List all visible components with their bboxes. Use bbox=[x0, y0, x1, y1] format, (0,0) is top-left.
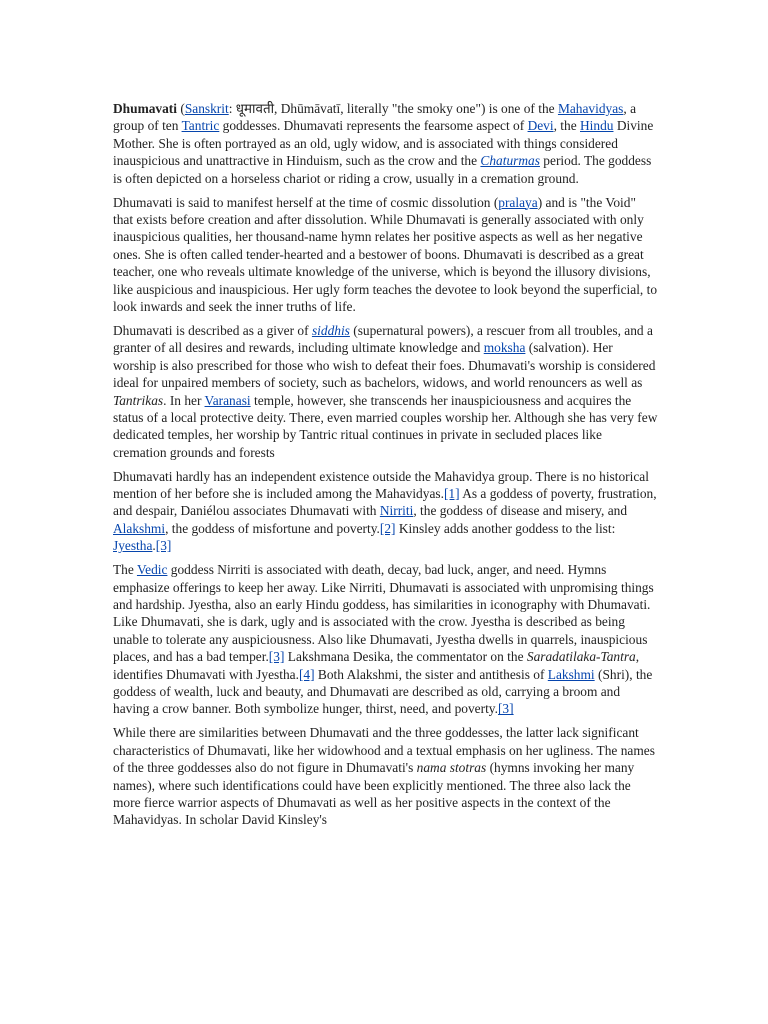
wiki-link[interactable]: Hindu bbox=[580, 118, 614, 134]
text-run: , a group of ten bbox=[113, 101, 637, 134]
citation-link[interactable]: [3] bbox=[268, 649, 285, 665]
text-run: (hymns invoking her many names), where such identifications could have been explicitly mentioned. The three also lack the more fierce warrior aspects of Dhumavati as well as her positive aspects in the context of the Mahavidyas. In scholar David Kinsley's bbox=[113, 760, 635, 828]
citation-link[interactable]: [3] bbox=[155, 538, 172, 554]
text-run: The bbox=[113, 562, 137, 578]
wiki-link[interactable]: moksha bbox=[483, 340, 526, 356]
paragraph-siddhis bbox=[113, 322, 658, 461]
wiki-link[interactable]: Vedic bbox=[136, 562, 168, 578]
text-run: Dhumavati is said to manifest herself at the time of cosmic dissolution ( bbox=[113, 194, 499, 210]
text-run: While there are similarities between Dhumavati and the three goddesses, the latter lack significant characteristics of Dhumavati, like her widowhood and a textual emphasis on her ugliness. The names of the three goddesses also do not figure in Dhumavati's bbox=[113, 725, 655, 776]
wiki-link[interactable]: Jyestha bbox=[113, 538, 153, 554]
text-run: period. The goddess is often depicted on a horseless chariot or riding a crow, usually in a cremation ground. bbox=[113, 153, 652, 186]
paragraph-vedic-nirriti bbox=[113, 561, 658, 718]
citation-link[interactable]: [3] bbox=[497, 701, 514, 717]
text-run: , the goddess of disease and misery, and bbox=[413, 503, 628, 519]
text-run: temple, however, she transcends her inauspiciousness and acquires the status of a local protective deity. There, even married couples worship her. Although she has very few dedicated temples, her worship by Tantric ritual continues in private in secluded places like cremation grounds and forests bbox=[113, 392, 658, 460]
text-run: : धूमावती, Dhūmāvatī, literally "the smoky one") is one of the bbox=[228, 101, 558, 116]
text-run: ) and is "the Void" that exists before creation and after dissolution. While Dhumavati is generally associated with only inauspicious qualities, her thousand-name hymn relates her positive aspects as well as her negative ones. She is often called tender-hearted and a bestower of boons. Dhumavati is described as a great teacher, one who reveals ultimate knowledge of the universe, which is beyond the illusory divisions, like auspicious and inauspicious. Her ugly form teaches the devotee to look beyond the superficial, to look inwards and seek the inner truths of life. bbox=[113, 194, 658, 314]
wiki-link[interactable]: Devi bbox=[527, 118, 554, 134]
paragraph-intro bbox=[113, 100, 658, 187]
paragraph-cosmic-dissolution bbox=[113, 194, 658, 316]
paragraph-similarities bbox=[113, 724, 658, 828]
text-run: As a goddess of poverty, frustration, and despair, Daniélou associates Dhumavati with bbox=[113, 486, 657, 519]
text-run: Kinsley adds another goddess to the list: bbox=[395, 520, 616, 536]
wiki-link[interactable]: Varanasi bbox=[204, 392, 251, 408]
text-run: (supernatural powers), a rescuer from all troubles, and a granter of all desires and rewards, including ultimate knowledge and bbox=[113, 322, 653, 356]
citation-link[interactable]: [4] bbox=[298, 666, 315, 682]
wiki-link[interactable]: Tantric bbox=[181, 118, 220, 134]
wiki-link[interactable]: Lakshmi bbox=[547, 666, 595, 682]
text-run: (salvation). Her worship is also prescribed for those who wish to defeat their foes. Dhumavati's worship is considered ideal for unpaired members of society, such as bachelors, widows, and world renouncers as well as bbox=[113, 340, 656, 391]
italic-term: Tantrikas bbox=[113, 392, 164, 408]
text-run: . bbox=[152, 538, 156, 554]
text-run: goddesses. Dhumavati represents the fearsome aspect of bbox=[219, 118, 528, 134]
text-run: . In her bbox=[163, 392, 205, 408]
article-body bbox=[113, 100, 658, 835]
italic-term: nama stotras bbox=[416, 760, 487, 776]
wiki-link[interactable]: Sanskrit bbox=[184, 101, 229, 116]
citation-link[interactable]: [1] bbox=[443, 486, 460, 502]
text-run: (Shri), the goddess of wealth, luck and beauty, and Dhumavati are described as old, carrying a broom and having a crow banner. Both symbolize hunger, thirst, need, and poverty. bbox=[113, 666, 653, 717]
text-run: Dhumavati hardly has an independent existence outside the Mahavidya group. There is no historical mention of her before she is included among the Mahavidyas. bbox=[113, 468, 649, 502]
text-run: , the goddess of misfortune and poverty. bbox=[165, 520, 380, 536]
text-run: Lakshmana Desika, the commentator on the bbox=[284, 649, 527, 665]
text-run: Dhumavati is described as a giver of bbox=[113, 322, 312, 338]
wiki-link[interactable]: Nirriti bbox=[379, 503, 414, 519]
text-run: Both Alakshmi, the sister and antithesis of bbox=[314, 666, 548, 682]
text-run: , identifies Dhumavati with Jyestha. bbox=[113, 649, 640, 682]
wiki-link[interactable]: Mahavidyas bbox=[557, 101, 624, 116]
text-run: goddess Nirriti is associated with death, decay, bad luck, anger, and need. Hymns emphasize offerings to keep her away. Like Nirriti, Dhumavati is associated with unpromising things and hardship. Jyestha, also an early Hindu goddess, has similarities in iconography with Dhumavati. Like Dhumavati, she is dark, ugly and is associated with the crow. Jyestha is described as being unable to tolerate any auspiciousness. Also like Dhumavati, Jyestha dwells in quarrels, inauspicious places, and has a bad temper. bbox=[113, 562, 654, 665]
wiki-link[interactable]: Alakshmi bbox=[113, 520, 166, 536]
text-run: Divine Mother. She is often portrayed as an old, ugly widow, and is associated with things considered inauspicious and unattractive in Hinduism, such as the crow and the bbox=[113, 118, 654, 169]
text-run: , the bbox=[553, 118, 580, 134]
wiki-link[interactable]: pralaya bbox=[498, 194, 538, 210]
italic-term: Saradatilaka-Tantra bbox=[526, 649, 636, 665]
text-run: ( bbox=[177, 101, 185, 116]
paragraph-mahavidya-group bbox=[113, 468, 658, 555]
bold-term: Dhumavati bbox=[113, 101, 177, 116]
wiki-link[interactable]: Chaturmas bbox=[480, 153, 540, 169]
wiki-link[interactable]: siddhis bbox=[311, 322, 350, 338]
citation-link[interactable]: [2] bbox=[379, 520, 396, 536]
